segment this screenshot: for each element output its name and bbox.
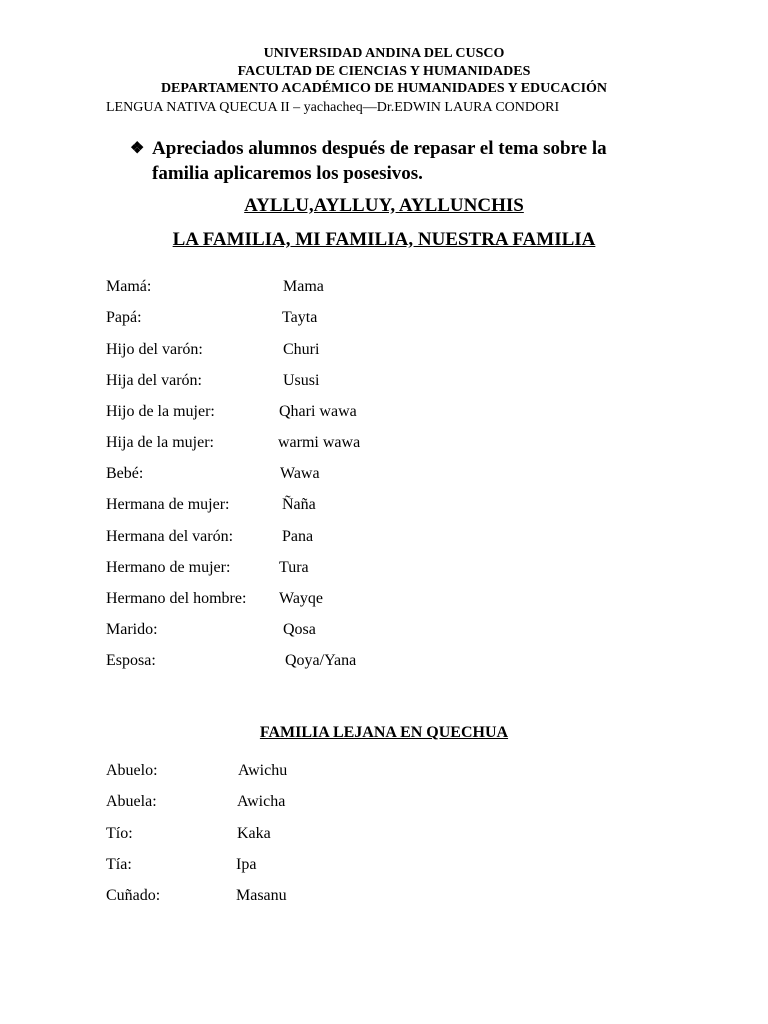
diamond-bullet-icon: ❖ — [130, 140, 145, 157]
department-name: DEPARTAMENTO ACADÉMICO DE HUMANIDADES Y EDUCACIÓN — [160, 81, 608, 96]
course-line: LENGUA NATIVA QUECUA II – yachacheq—Dr.EDWIN LAURA CONDORI — [106, 100, 560, 115]
spanish-term: Esposa: — [106, 652, 156, 669]
quechua-term: Qhari wawa — [279, 403, 357, 420]
spanish-term: Tío: — [106, 825, 133, 842]
spanish-term: Papá: — [106, 309, 142, 326]
spanish-term: Hija del varón: — [106, 372, 202, 389]
spanish-term: Bebé: — [106, 465, 144, 482]
quechua-term: Awichu — [238, 762, 288, 779]
quechua-term: Tura — [279, 559, 309, 576]
quechua-term: Ñaña — [282, 496, 316, 513]
intro-paragraph — [130, 136, 690, 186]
quechua-term: Ipa — [236, 856, 257, 873]
quechua-term: Awicha — [237, 793, 286, 810]
spanish-term: Hija de la mujer: — [106, 434, 214, 451]
spanish-term: Tía: — [106, 856, 132, 873]
spanish-term: Hijo de la mujer: — [106, 403, 215, 420]
spanish-term: Marido: — [106, 621, 158, 638]
spanish-term: Hijo del varón: — [106, 341, 203, 358]
spanish-term: Cuñado: — [106, 887, 161, 904]
quechua-term: Kaka — [237, 825, 271, 842]
spanish-term: Hermano de mujer: — [106, 559, 231, 576]
university-name: UNIVERSIDAD ANDINA DEL CUSCO — [263, 46, 505, 61]
spanish-term: Abuelo: — [106, 762, 158, 779]
quechua-term: Pana — [282, 528, 314, 545]
intro-line-1: Apreciados alumnos después de repasar el tema sobre la — [152, 138, 607, 159]
spanish-term: Hermana de mujer: — [106, 496, 230, 513]
quechua-term: Churi — [283, 341, 320, 358]
faculty-name: FACULTAD DE CIENCIAS Y HUMANIDADES — [237, 64, 531, 79]
quechua-term: Ususi — [283, 372, 320, 389]
quechua-term: Qoya/Yana — [285, 652, 357, 669]
spanish-term: Mamá: — [106, 278, 152, 295]
sub-title: LA FAMILIA, MI FAMILIA, NUESTRA FAMILIA — [172, 229, 596, 250]
spanish-term: Hermano del hombre: — [106, 590, 247, 607]
distant-family-heading: FAMILIA LEJANA EN QUECHUA — [259, 724, 509, 741]
main-title: AYLLU,AYLLUY, AYLLUNCHIS — [244, 195, 524, 216]
quechua-term: Tayta — [282, 309, 318, 326]
spanish-term: Hermana del varón: — [106, 528, 234, 545]
intro-line-2: familia aplicaremos los posesivos. — [152, 163, 423, 184]
quechua-term: Wayqe — [279, 590, 324, 607]
quechua-term: Wawa — [280, 465, 320, 482]
quechua-term: Mama — [283, 278, 324, 295]
quechua-term: Qosa — [283, 621, 316, 638]
spanish-term: Abuela: — [106, 793, 157, 810]
quechua-term: Masanu — [236, 887, 287, 904]
quechua-term: warmi wawa — [278, 434, 361, 451]
